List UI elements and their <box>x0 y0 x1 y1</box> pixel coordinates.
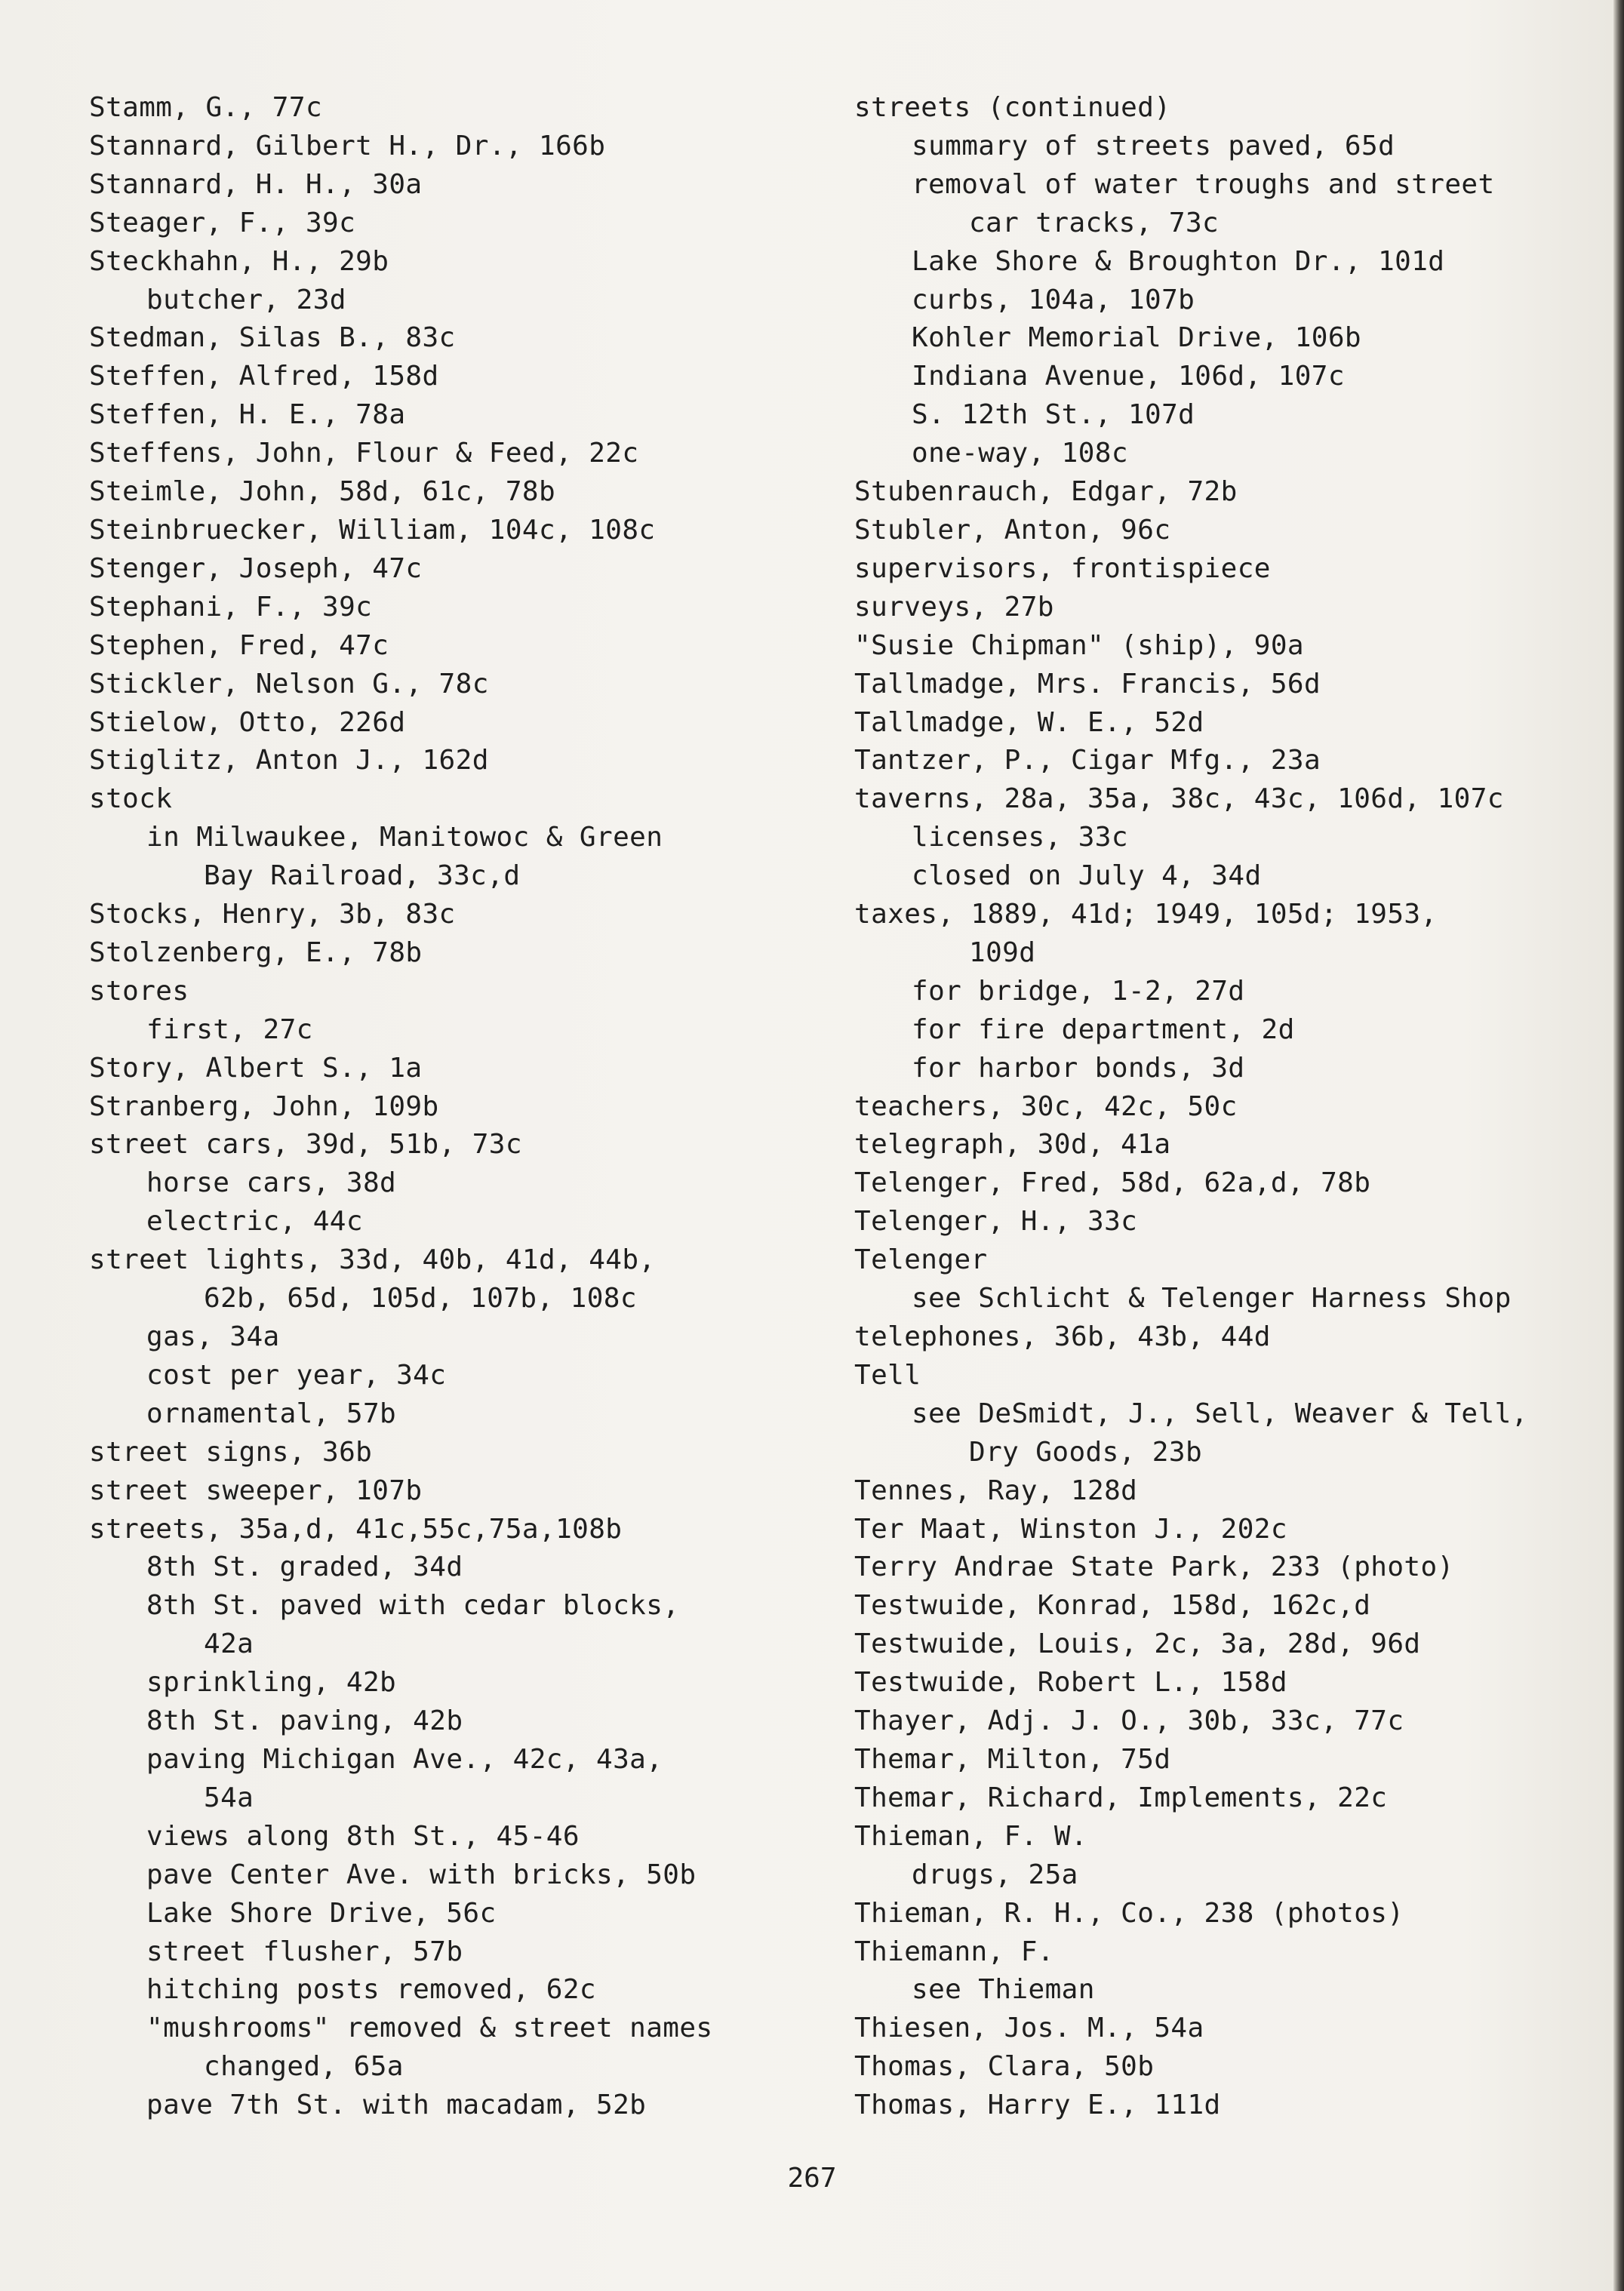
index-entry: Tallmadge, Mrs. Francis, 56d <box>854 668 1321 700</box>
index-subentry: Indiana Avenue, 106d, 107c <box>912 361 1345 392</box>
index-entry: Stenger, Joseph, 47c <box>89 552 423 584</box>
index-entry: Stubler, Anton, 96c <box>854 514 1171 546</box>
index-entry: street sweeper, 107b <box>89 1475 423 1506</box>
index-entry: Thayer, Adj. J. O., 30b, 33c, 77c <box>854 1705 1404 1737</box>
index-entry: streets (continued) <box>854 92 1171 123</box>
index-entry: Ter Maat, Winston J., 202c <box>854 1513 1287 1545</box>
book-spine-edge <box>1613 0 1624 2291</box>
index-entry: Themar, Richard, Implements, 22c <box>854 1782 1388 1813</box>
index-entry: teachers, 30c, 42c, 50c <box>854 1090 1238 1122</box>
index-entry: Story, Albert S., 1a <box>89 1052 423 1084</box>
index-subentry: gas, 34a <box>146 1321 280 1352</box>
index-subentry: 62b, 65d, 105d, 107b, 108c <box>204 1283 637 1315</box>
index-subentry: Lake Shore Drive, 56c <box>146 1897 497 1929</box>
index-column-right <box>854 89 1609 2125</box>
index-entry: Stiglitz, Anton J., 162d <box>89 745 489 776</box>
index-entry: Steinbruecker, William, 104c, 108c <box>89 514 656 546</box>
index-entry: Thiesen, Jos. M., 54a <box>854 2013 1204 2044</box>
index-entry: Themar, Milton, 75d <box>854 1743 1171 1775</box>
index-subentry: cost per year, 34c <box>146 1359 447 1391</box>
index-entry: Telenger, H., 33c <box>854 1206 1138 1238</box>
index-entry: Tallmadge, W. E., 52d <box>854 706 1204 738</box>
index-subentry: see Thieman <box>912 1974 1095 2006</box>
index-subentry: hitching posts removed, 62c <box>146 1974 596 2006</box>
index-entry: street cars, 39d, 51b, 73c <box>89 1129 522 1161</box>
index-entry: "Susie Chipman" (ship), 90a <box>854 629 1304 661</box>
index-entry: Telenger, Fred, 58d, 62a,d, 78b <box>854 1167 1371 1199</box>
index-subentry: 8th St. paving, 42b <box>146 1705 463 1737</box>
index-entry: street signs, 36b <box>89 1436 373 1468</box>
index-entry: Stephani, F., 39c <box>89 591 373 623</box>
index-subentry: Bay Railroad, 33c,d <box>204 860 521 892</box>
index-entry: Thiemann, F. <box>854 1936 1054 1967</box>
index-entry: Stamm, G., 77c <box>89 92 323 123</box>
index-subentry: butcher, 23d <box>146 284 346 315</box>
index-entry: Stickler, Nelson G., 78c <box>89 668 489 700</box>
index-subentry: electric, 44c <box>146 1206 363 1238</box>
index-entry: supervisors, frontispiece <box>854 552 1271 584</box>
index-entry: Testwuide, Robert L., 158d <box>854 1667 1287 1699</box>
index-entry: Stocks, Henry, 3b, 83c <box>89 899 456 930</box>
index-subentry: pave 7th St. with macadam, 52b <box>146 2090 647 2121</box>
index-subentry: Dry Goods, 23b <box>969 1436 1203 1468</box>
index-entry: Steckhahn, H., 29b <box>89 245 389 277</box>
index-subentry: see DeSmidt, J., Sell, Weaver & Tell, <box>912 1398 1528 1429</box>
index-subentry: for harbor bonds, 3d <box>912 1052 1245 1084</box>
index-subentry: licenses, 33c <box>912 822 1128 853</box>
index-subentry: first, 27c <box>146 1013 313 1045</box>
index-entry: taverns, 28a, 35a, 38c, 43c, 106d, 107c <box>854 783 1504 815</box>
index-subentry: ornamental, 57b <box>146 1398 397 1429</box>
index-entry: Tantzer, P., Cigar Mfg., 23a <box>854 745 1321 776</box>
index-subentry: drugs, 25a <box>912 1859 1078 1890</box>
index-subentry: S. 12th St., 107d <box>912 399 1195 431</box>
index-entry: Steager, F., 39c <box>89 207 356 238</box>
index-subentry: 54a <box>204 1782 254 1813</box>
index-subentry: Lake Shore & Broughton Dr., 101d <box>912 245 1445 277</box>
index-entry: Thomas, Harry E., 111d <box>854 2090 1221 2121</box>
index-subentry: pave Center Ave. with bricks, 50b <box>146 1859 697 1890</box>
index-entry: telephones, 36b, 43b, 44d <box>854 1321 1271 1352</box>
index-subentry: for bridge, 1-2, 27d <box>912 975 1245 1007</box>
index-entry: surveys, 27b <box>854 591 1054 623</box>
index-entry: Tennes, Ray, 128d <box>854 1475 1138 1506</box>
index-subentry: car tracks, 73c <box>969 207 1220 238</box>
index-column-left <box>89 89 844 2125</box>
index-subentry: paving Michigan Ave., 42c, 43a, <box>146 1743 663 1775</box>
index-entry: Stannard, H. H., 30a <box>89 168 423 200</box>
index-subentry: sprinkling, 42b <box>146 1667 397 1699</box>
index-entry: Stielow, Otto, 226d <box>89 706 406 738</box>
index-subentry: "mushrooms" removed & street names <box>146 2013 713 2044</box>
index-entry: Steffen, H. E., 78a <box>89 399 406 431</box>
index-subentry: 8th St. graded, 34d <box>146 1551 463 1583</box>
index-subentry: one-way, 108c <box>912 438 1128 469</box>
index-subentry: curbs, 104a, 107b <box>912 284 1195 315</box>
index-entry: Terry Andrae State Park, 233 (photo) <box>854 1551 1454 1583</box>
index-entry: Thieman, F. W. <box>854 1820 1088 1852</box>
index-subentry: removal of water troughs and street <box>912 168 1495 200</box>
index-entry: stores <box>89 975 189 1007</box>
index-entry: Stubenrauch, Edgar, 72b <box>854 476 1238 508</box>
index-subentry: see Schlicht & Telenger Harness Shop <box>912 1283 1512 1315</box>
page-number: 267 <box>787 2163 837 2194</box>
index-entry: Steimle, John, 58d, 61c, 78b <box>89 476 556 508</box>
index-entry: Stranberg, John, 109b <box>89 1090 439 1122</box>
index-subentry: street flusher, 57b <box>146 1936 463 1967</box>
index-entry: streets, 35a,d, 41c,55c,75a,108b <box>89 1513 623 1545</box>
index-entry: Steffen, Alfred, 158d <box>89 361 439 392</box>
index-subentry: 8th St. paved with cedar blocks, <box>146 1590 680 1622</box>
index-subentry: views along 8th St., 45-46 <box>146 1820 580 1852</box>
index-entry: Thomas, Clara, 50b <box>854 2051 1155 2083</box>
index-entry: Stannard, Gilbert H., Dr., 166b <box>89 130 606 161</box>
index-subentry: for fire department, 2d <box>912 1013 1295 1045</box>
index-entry: telegraph, 30d, 41a <box>854 1129 1171 1161</box>
index-subentry: 42a <box>204 1628 254 1660</box>
index-entry: Stedman, Silas B., 83c <box>89 322 456 354</box>
index-subentry: Kohler Memorial Drive, 106b <box>912 322 1361 354</box>
index-entry: street lights, 33d, 40b, 41d, 44b, <box>89 1244 656 1276</box>
index-entry: Stephen, Fred, 47c <box>89 629 389 661</box>
index-entry: Tell <box>854 1359 921 1391</box>
index-entry: Stolzenberg, E., 78b <box>89 936 423 968</box>
index-entry: Testwuide, Konrad, 158d, 162c,d <box>854 1590 1371 1622</box>
index-entry: stock <box>89 783 173 815</box>
index-entry: Testwuide, Louis, 2c, 3a, 28d, 96d <box>854 1628 1421 1660</box>
index-entry: Telenger <box>854 1244 988 1276</box>
index-entry: Thieman, R. H., Co., 238 (photos) <box>854 1897 1404 1929</box>
index-entry: taxes, 1889, 41d; 1949, 105d; 1953, <box>854 899 1438 930</box>
index-subentry: 109d <box>969 936 1036 968</box>
index-subentry: horse cars, 38d <box>146 1167 397 1199</box>
index-subentry: summary of streets paved, 65d <box>912 130 1395 161</box>
index-entry: Steffens, John, Flour & Feed, 22c <box>89 438 639 469</box>
index-subentry: changed, 65a <box>204 2051 404 2083</box>
index-subentry: closed on July 4, 34d <box>912 860 1262 892</box>
index-subentry: in Milwaukee, Manitowoc & Green <box>146 822 663 853</box>
